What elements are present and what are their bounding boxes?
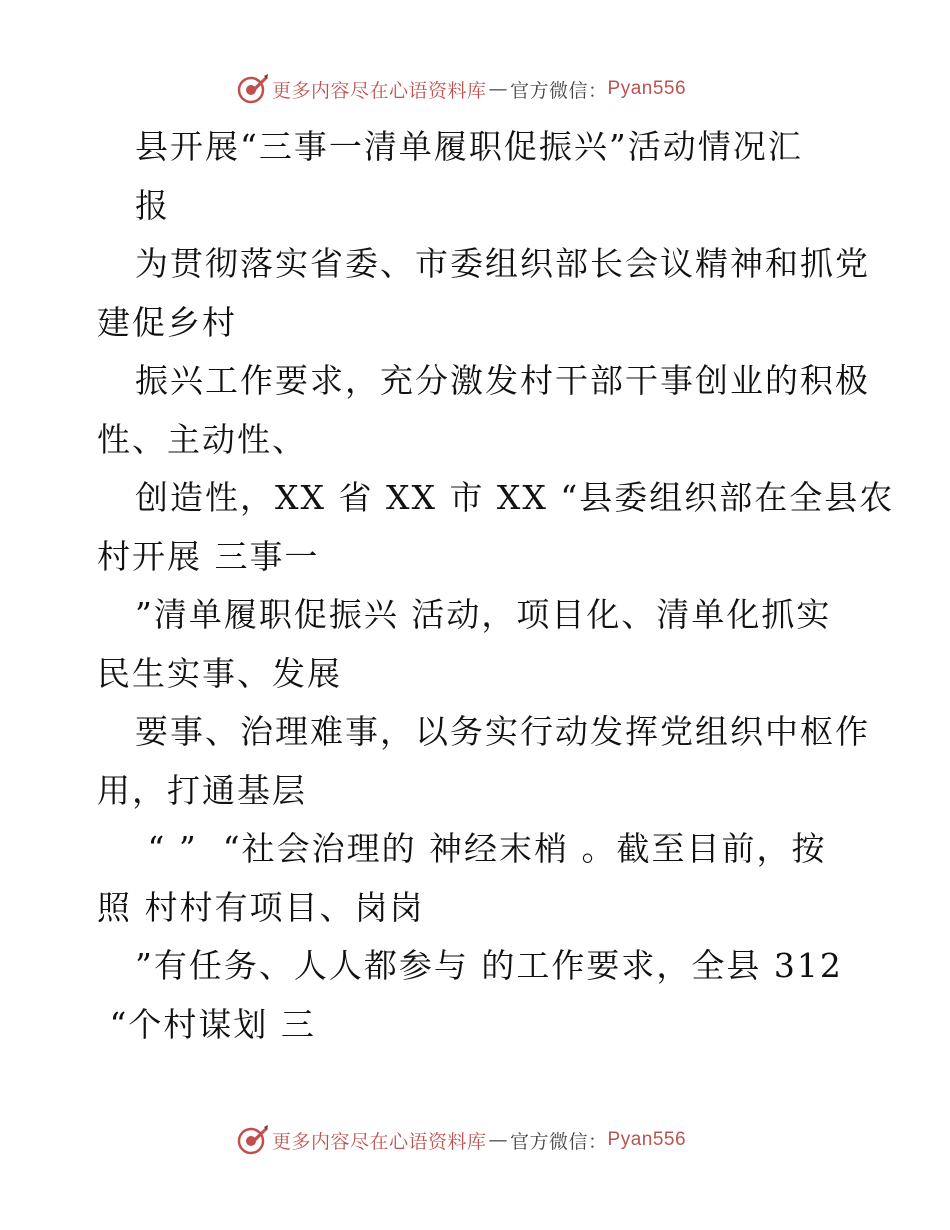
pen-logo-icon — [236, 72, 270, 106]
watermark-tagline: 更多内容尽在心语资料库 — [272, 79, 487, 102]
paragraph-line: 县开展“三事一清单履职促振兴”活动情况汇 — [135, 127, 803, 166]
watermark-footer — [236, 1123, 686, 1157]
pen-logo-icon — [236, 1123, 270, 1157]
paragraph-line: 创造性，XX 省 XX 市 XX “县委组织部在全县农 — [135, 478, 895, 517]
watermark-official-label: 官方微信： — [510, 1130, 608, 1153]
paragraph-line: 报 — [135, 185, 170, 225]
paragraph-line: 建促乡村 — [97, 302, 237, 342]
paragraph-line: 要事、治理难事，以务实行动发挥党组织中枢作 — [135, 712, 870, 751]
paragraph-line: 性、主动性、 — [97, 419, 307, 459]
paragraph-line: 用，打通基层 — [97, 770, 307, 810]
document-body — [97, 118, 895, 1054]
paragraph-line: 照 村村有项目、岗岗 — [97, 887, 425, 927]
paragraph-line: ”清单履职促振兴 活动，项目化、清单化抓实 — [135, 595, 832, 634]
watermark-official-label: 官方微信： — [510, 79, 608, 102]
watermark-separator: — — [488, 78, 509, 100]
watermark-wechat-id: Pyan556 — [607, 78, 687, 99]
paragraph-line: “个村谋划 三 — [97, 1004, 316, 1044]
watermark-header — [236, 72, 686, 106]
paragraph-line: 振兴工作要求，充分激发村干部干事创业的积极 — [135, 361, 870, 400]
paragraph-line: 民生实事、发展 — [97, 653, 342, 693]
paragraph-line: ”有任务、人人都参与 的工作要求，全县 312 — [135, 946, 843, 985]
watermark-wechat-id: Pyan556 — [607, 1129, 687, 1150]
paragraph-line: 为贯彻落实省委、市委组织部长会议精神和抓党 — [135, 244, 870, 283]
paragraph-line: 村开展 三事一 — [97, 536, 320, 576]
paragraph-line: “ ” “社会治理的 神经末梢 。截至目前，按 — [135, 829, 827, 868]
watermark-separator: — — [488, 1129, 509, 1151]
watermark-tagline: 更多内容尽在心语资料库 — [272, 1130, 487, 1153]
